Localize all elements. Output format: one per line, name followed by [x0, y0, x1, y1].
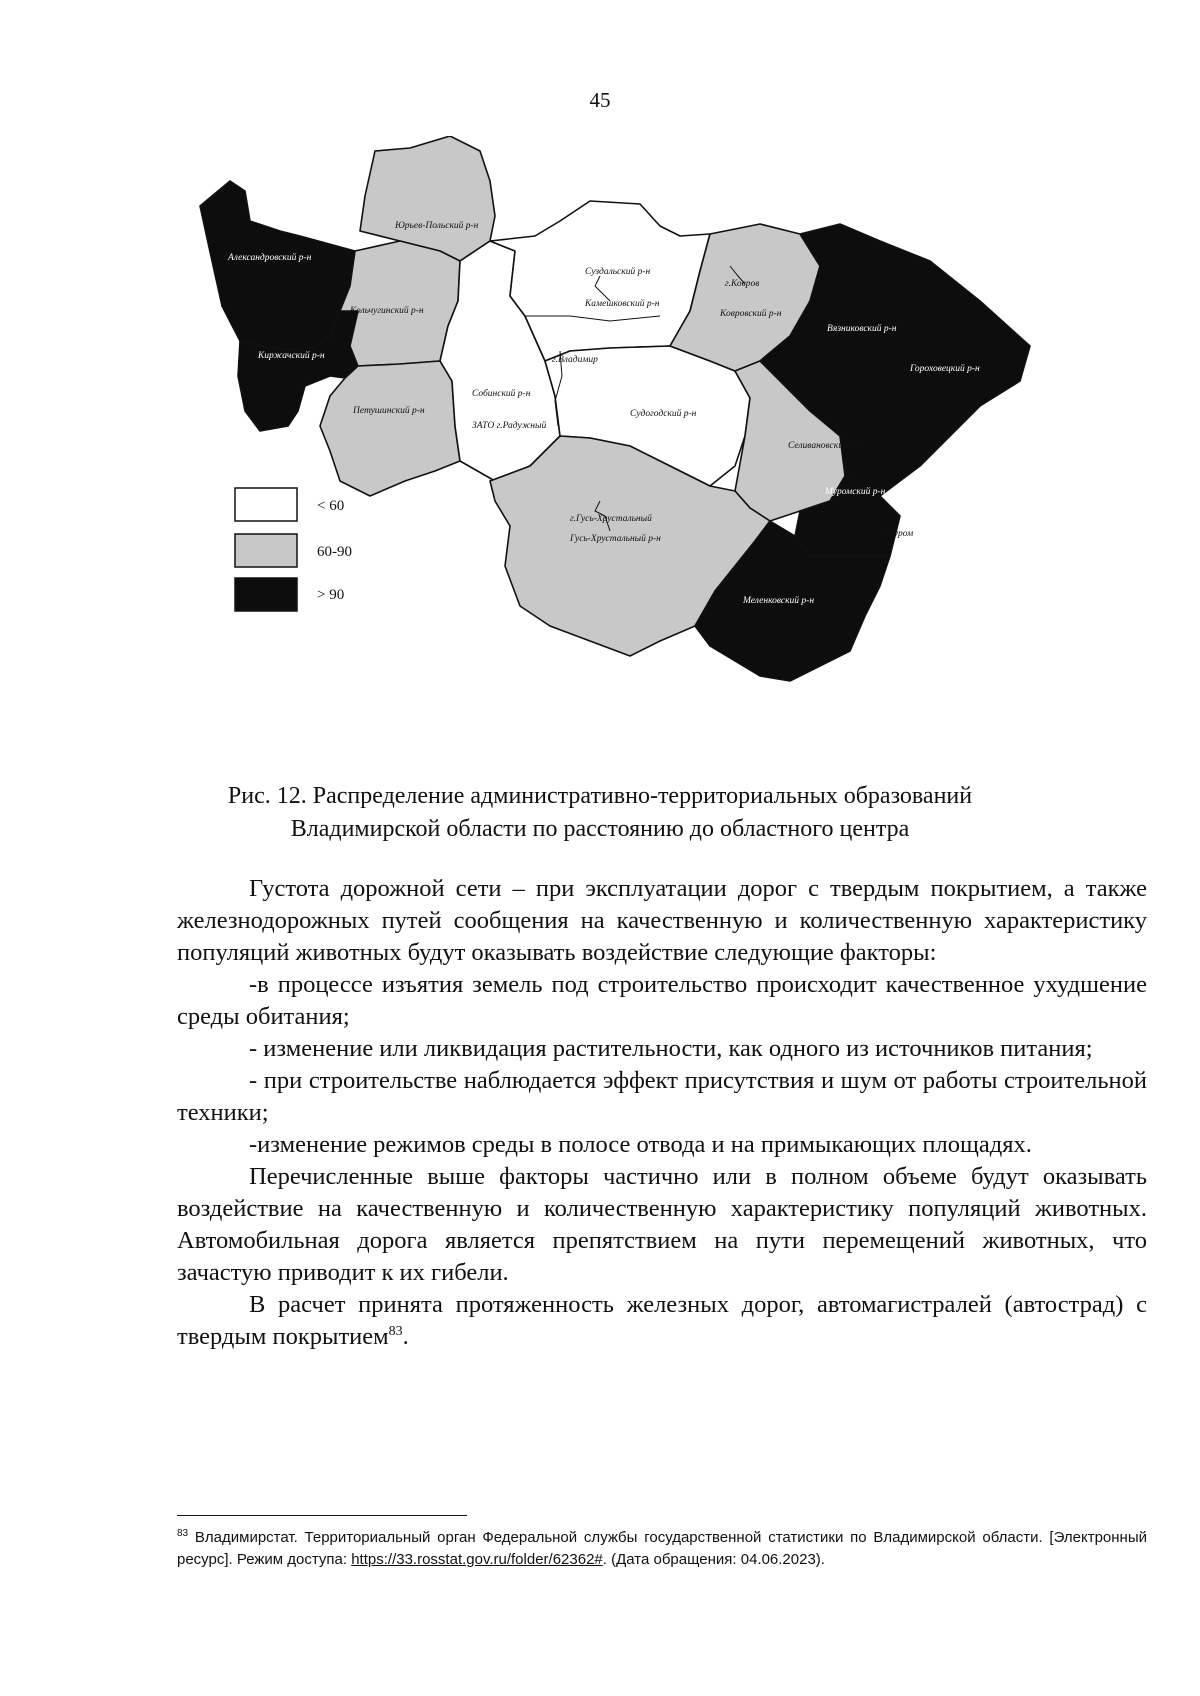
label-petushinsky: Петушинский р-н	[353, 406, 425, 416]
footnote-link[interactable]: https://33.rosstat.gov.ru/folder/62362#	[351, 1551, 603, 1568]
legend-label-low: < 60	[317, 498, 345, 514]
region-petushinsky	[320, 361, 460, 496]
paragraph: -изменение режимов среды в полосе отвода и на примыкающих площадях.	[249, 1131, 1032, 1158]
label-gorokhovetsky: Гороховецкий р-н	[910, 364, 980, 374]
footnote-date: . (Дата обращения: 04.06.2023).	[602, 1551, 825, 1568]
footnote-number: 83	[177, 1528, 189, 1539]
figure-caption	[160, 780, 1040, 846]
region-aleksandrovsky	[200, 181, 355, 351]
paragraph	[177, 1289, 1147, 1353]
region-yuryev-polsky	[360, 136, 495, 261]
legend-label-high: > 90	[317, 587, 345, 603]
label-muromsky: Муромский р-н	[825, 487, 886, 497]
body-text	[177, 873, 1147, 1353]
legend-label-mid: 60-90	[317, 544, 352, 560]
label-kovrovsky: Ковровский р-н	[720, 309, 782, 319]
label-selivanovsky: Селивановский р-н	[788, 441, 863, 451]
label-melenkovsky: Меленковский р-н	[743, 596, 815, 606]
label-sudogodsky: Судогодский р-н	[630, 409, 697, 419]
paragraph-end: .	[402, 1323, 409, 1350]
district-map	[190, 136, 1130, 736]
label-murom: г.Муром	[880, 529, 914, 539]
paragraph: - изменение или ликвидация растительности, как одного из источников питания;	[249, 1035, 1093, 1062]
caption-line-1: Рис. 12. Распределение административно-территориальных образований	[227, 783, 973, 809]
label-sobinsky: Собинский р-н	[472, 389, 531, 399]
legend-swatch-high	[235, 578, 297, 611]
label-kovrov: г.Ковров	[725, 279, 760, 289]
legend-swatch-low	[235, 488, 297, 521]
legend-swatch-mid	[235, 534, 297, 567]
label-vladimir: г.Владимир	[552, 355, 598, 365]
paragraph: - при строительстве наблюдается эффект присутствия и шум от работы строительной техники;	[177, 1067, 1147, 1126]
map-legend	[235, 488, 352, 611]
footnote-text: Владимирстат. Территориальный орган Федеральной службы государственной статистики по Владимирской области. [Электронный ресурс]. Режим доступа:	[177, 1529, 1147, 1568]
paragraph-text: В расчет принята протяженность железных дорог, автомагистралей (автострад) с твердым покрытием	[177, 1291, 1147, 1350]
paragraph: -в процессе изъятия земель под строительство происходит качественное ухудшение среды обитания;	[177, 971, 1147, 1030]
page-number: 45	[589, 88, 611, 112]
footnote-divider	[177, 1515, 467, 1516]
label-gus-khrustalny-city: г.Гусь-Хрустальный	[570, 514, 652, 524]
label-vyaznikovsky: Вязниковский р-н	[827, 324, 897, 334]
footnote	[177, 1523, 1147, 1571]
footnote-ref[interactable]: 83	[388, 1323, 403, 1339]
label-yuryev-polsky: Юрьев-Польский р-н	[395, 221, 479, 231]
paragraph: Густота дорожной сети – при эксплуатации дорог с твердым покрытием, а также железнодорожных путей сообщения на качественную и количественную характеристику популяций животных будут оказывать воздействие следующие факторы:	[177, 875, 1147, 966]
label-kirzhachsky: Киржачский р-н	[258, 351, 325, 361]
region-koltchuginsky	[340, 241, 460, 366]
label-gus-khrustalny: Гусь-Хрустальный р-н	[570, 534, 661, 544]
caption-line-2: Владимирской области по расстоянию до областного центра	[290, 816, 910, 842]
label-zato-raduzhny: ЗАТО г.Радужный	[472, 421, 547, 431]
map-svg	[190, 136, 1130, 736]
paragraph: Перечисленные выше факторы частично или в полном объеме будут оказывать воздействие на качественную и количественную характеристику популяций животных. Автомобильная дорога является препятствием на пути перемещений животных, что зачастую приводит к их гибели.	[177, 1163, 1147, 1286]
label-kameshkovsky: Камешковский р-н	[585, 299, 660, 309]
label-suzdalsky: Суздальский р-н	[585, 267, 651, 277]
label-koltchuginsky: Кольчугинский р-н	[350, 306, 424, 316]
label-aleksandrovsky: Александровский р-н	[228, 253, 312, 263]
